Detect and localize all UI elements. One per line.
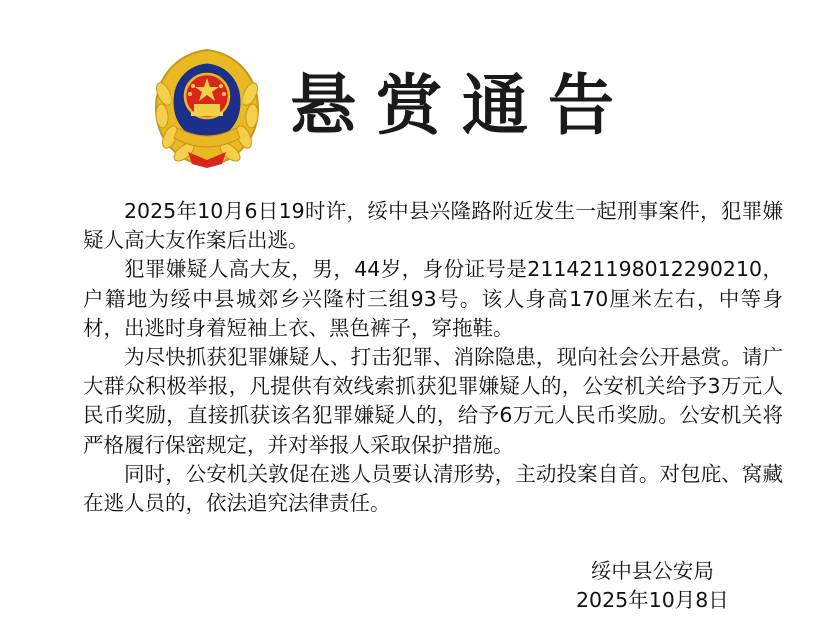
- paragraph-incident: 2025年10月6日19时许，绥中县兴隆路附近发生一起刑事案件，犯罪嫌疑人高大友作案后出逃。: [83, 199, 783, 253]
- police-emblem-icon: [148, 44, 266, 172]
- paragraph-surrender-urge: 同时，公安机关敦促在逃人员要认清形势，主动投案自首。对包庇、窝藏在逃人员的，依法追究法律责任。: [83, 461, 783, 516]
- notice-title: 悬赏通告: [290, 66, 634, 144]
- notice-body: [83, 197, 783, 518]
- paragraph-reward: 为尽快抓获犯罪嫌疑人、打击犯罪、消除隐患，现向社会公开悬赏。请广大群众积极举报，凡提供有效线索抓获犯罪嫌疑人的，公安机关给予3万元人民币奖励，直接抓获该名犯罪嫌疑人的，给予6万元人民币奖励。公安机关将严格履行保密规定，并对举报人采取保护措施。: [83, 345, 783, 457]
- signature-block: [576, 557, 729, 615]
- issue-date: 2025年10月8日: [576, 588, 729, 612]
- issuer-name: 绥中县公安局: [590, 559, 714, 583]
- paragraph-suspect-description: 犯罪嫌疑人高大友，男，44岁，身份证号是211421198012290210，户籍地为绥中县城郊乡兴隆村三组93号。该人身高170厘米左右，中等身材，出逃时身着短袖上衣、黑色裤子，穿拖鞋。: [83, 257, 783, 340]
